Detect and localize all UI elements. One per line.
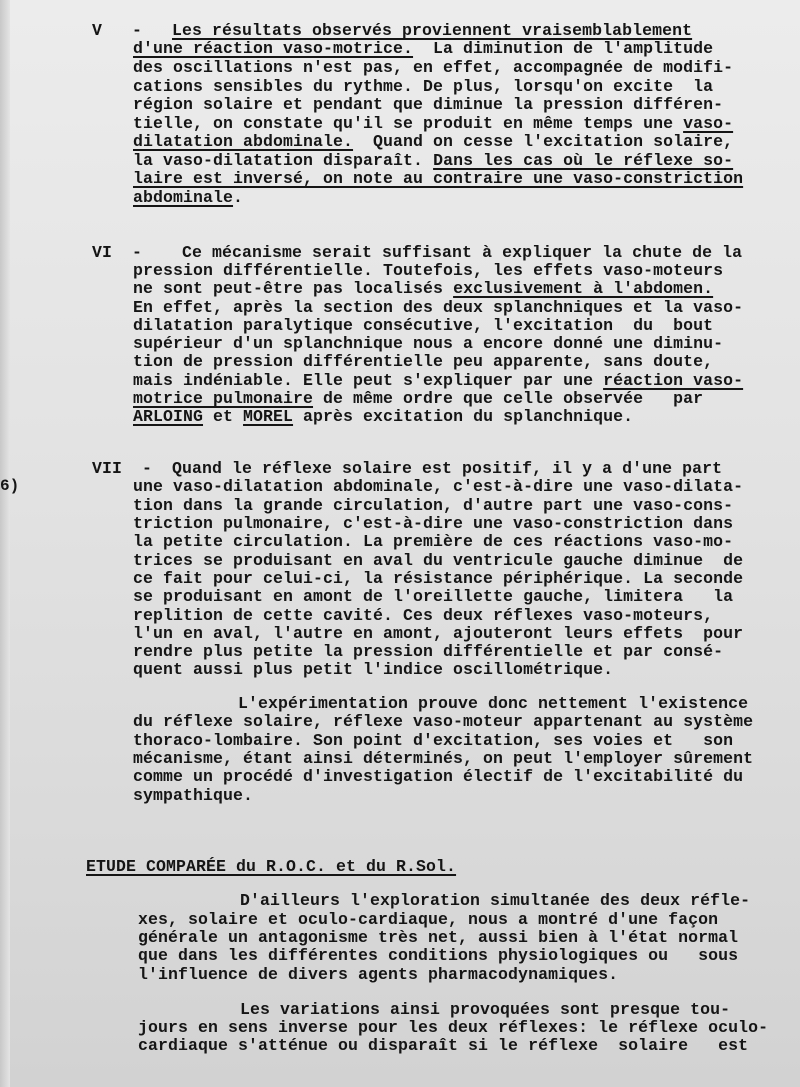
text-line (133, 390, 703, 408)
text-run: du réflexe solaire, réflexe vaso-moteur appartenant au système (133, 712, 754, 731)
underlined-text: Les résultats observés proviennent vraisemblablement (172, 21, 693, 40)
text-line (138, 966, 618, 984)
underlined-text: vaso- (683, 114, 734, 133)
text-line (133, 372, 743, 390)
text-line (133, 133, 733, 151)
text-line (133, 115, 733, 133)
underlined-text: laire est inversé, on note au contraire une vaso-constriction (133, 169, 744, 188)
text-run: supérieur d'un splanchnique nous a encore donné une diminu- (133, 334, 724, 353)
text-run: de même ordre que celle observée par (313, 389, 704, 408)
text-line (138, 929, 738, 947)
text-run: triction pulmonaire, c'est-à-dire une vaso-constriction dans (133, 514, 734, 533)
text-line (133, 280, 713, 298)
text-line (133, 262, 723, 280)
text-line (133, 96, 723, 114)
text-run: et (203, 407, 244, 426)
text-line (133, 299, 743, 317)
text-line (92, 460, 722, 478)
text-line (133, 787, 253, 805)
text-run: région solaire et pendant que diminue la pression différen- (133, 95, 724, 114)
margin-annotation: 6) (0, 477, 20, 495)
text-run: Les variations ainsi provoquées sont presque tou- (240, 1000, 731, 1019)
text-run: l'influence de divers agents pharmacodynamiques. (138, 965, 619, 984)
underlined-text: ARLOING (133, 407, 204, 426)
text-line (133, 78, 713, 96)
text-run: VII - Quand le réflexe solaire est positif, il y a d'une part (92, 459, 723, 478)
text-line (133, 713, 753, 731)
text-line (133, 643, 723, 661)
text-line (133, 335, 723, 353)
text-run: rendre plus petite la pression différentielle et par consé- (133, 642, 724, 661)
text-run: tion dans la grande circulation, d'autre part une vaso-cons- (133, 496, 734, 515)
text-line (133, 478, 743, 496)
text-run: dilatation paralytique consécutive, l'excitation du bout (133, 316, 714, 335)
underlined-text: Dans les cas où le réflexe so- (433, 151, 734, 170)
text-run: tion de pression différentielle peu apparente, sans doute, (133, 352, 714, 371)
text-run: mécanisme, étant ainsi déterminés, on peut l'employer sûrement (133, 749, 754, 768)
text-run: D'ailleurs l'exploration simultanée des deux réfle- (240, 891, 751, 910)
text-run: générale un antagonisme très net, aussi bien à l'état normal (138, 928, 739, 947)
text-run: . (233, 188, 244, 207)
text-run: la petite circulation. La première de ces réactions vaso-mo- (133, 532, 734, 551)
text-line (133, 552, 743, 570)
text-run: L'expérimentation prouve donc nettement l'existence (238, 694, 749, 713)
text-line (133, 570, 743, 588)
underlined-text: ETUDE COMPARÉE du R.O.C. et du R.Sol. (86, 857, 457, 876)
text-run: sympathique. (133, 786, 254, 805)
text-line (133, 661, 613, 679)
text-line (133, 40, 713, 58)
text-run: tielle, on constate qu'il se produit en même temps une (133, 114, 684, 133)
underlined-text: motrice pulmonaire (133, 389, 314, 408)
text-run: La diminution de l'amplitude (413, 39, 714, 58)
text-line (138, 911, 718, 929)
text-line (138, 1019, 768, 1037)
text-line (133, 768, 743, 786)
text-run: cardiaque s'atténue ou disparaît si le réflexe solaire est (138, 1036, 749, 1055)
text-line (138, 1037, 748, 1055)
text-line (133, 533, 733, 551)
underlined-text: réaction vaso- (603, 371, 744, 390)
text-line (133, 170, 743, 188)
text-line (133, 152, 733, 170)
text-line (133, 732, 733, 750)
text-line (133, 607, 713, 625)
underlined-text: d'une réaction vaso-motrice. (133, 39, 414, 58)
text-run: la vaso-dilatation disparaît. (133, 151, 434, 170)
text-line (133, 353, 713, 371)
text-run: que dans les différentes conditions physiologiques ou sous (138, 946, 739, 965)
text-run: quent aussi plus petit l'indice oscillométrique. (133, 660, 614, 679)
text-line (133, 588, 733, 606)
text-run: ne sont peut-être pas localisés (133, 279, 454, 298)
underlined-text: dilatation abdominale. (133, 132, 354, 151)
page-left-edge (0, 0, 10, 1087)
text-line (240, 892, 750, 910)
text-line (133, 515, 733, 533)
text-line (133, 750, 753, 768)
text-line (133, 59, 733, 77)
text-run: ce fait pour celui-ci, la résistance périphérique. La seconde (133, 569, 744, 588)
text-run: thoraco-lombaire. Son point d'excitation, ses voies et son (133, 731, 734, 750)
text-run: se produisant en amont de l'oreillette gauche, limitera la (133, 587, 734, 606)
text-line (133, 189, 243, 207)
text-run: V - (92, 21, 173, 40)
text-run: trices se produisant en aval du ventricule gauche diminue de (133, 551, 744, 570)
text-line (133, 317, 713, 335)
text-run: En effet, après la section des deux splanchniques et la vaso- (133, 298, 744, 317)
underlined-text: exclusivement à l'abdomen. (453, 279, 714, 298)
text-run: jours en sens inverse pour les deux réflexes: le réflexe oculo- (138, 1018, 769, 1037)
text-run: une vaso-dilatation abdominale, c'est-à-dire une vaso-dilata- (133, 477, 744, 496)
text-line (238, 695, 748, 713)
text-run: pression différentielle. Toutefois, les effets vaso-moteurs (133, 261, 724, 280)
text-line (133, 625, 743, 643)
text-run: après excitation du splanchnique. (293, 407, 634, 426)
text-line (138, 947, 738, 965)
text-run: comme un procédé d'investigation électif de l'excitabilité du (133, 767, 744, 786)
text-run: cations sensibles du rythme. De plus, lorsqu'on excite la (133, 77, 714, 96)
underlined-text: abdominale (133, 188, 234, 207)
underlined-text: MOREL (243, 407, 294, 426)
text-run: Quand on cesse l'excitation solaire, (353, 132, 734, 151)
section-heading (86, 858, 456, 876)
text-run: replition de cette cavité. Ces deux réflexes vaso-moteurs, (133, 606, 714, 625)
text-run: xes, solaire et oculo-cardiaque, nous a montré d'une façon (138, 910, 719, 929)
text-line (133, 497, 733, 515)
text-run: VI - Ce mécanisme serait suffisant à expliquer la chute de la (92, 243, 743, 262)
text-line (133, 408, 633, 426)
text-run: l'un en aval, l'autre en amont, ajouteront leurs effets pour (133, 624, 744, 643)
text-line (92, 22, 692, 40)
text-line (92, 244, 742, 262)
text-run: mais indéniable. Elle peut s'expliquer par une (133, 371, 604, 390)
text-run: des oscillations n'est pas, en effet, accompagnée de modifi- (133, 58, 734, 77)
text-line (240, 1001, 730, 1019)
